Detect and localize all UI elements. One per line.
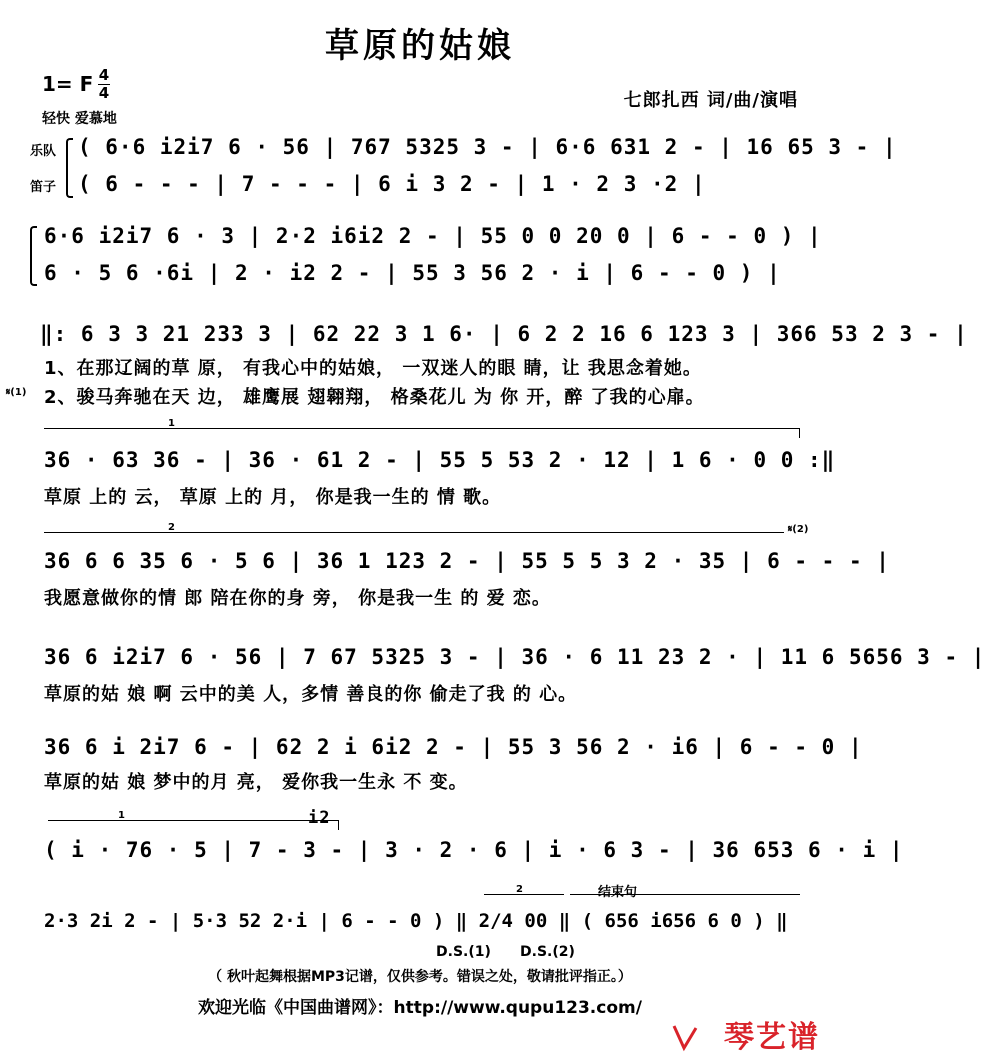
flute-label: 笛子 xyxy=(30,180,57,195)
chorus-lyric-2: 我愿意做你的情 郎 陪在你的身 旁， 你是我一生 的 爱 恋。 xyxy=(44,588,551,609)
band-label: 乐队 xyxy=(30,144,57,159)
volta-number: 1 xyxy=(168,418,175,429)
volta-bracket xyxy=(484,894,564,895)
chorus-line-2: 36 6 6 35 6 · 5 6 | 36 1 123 2 - | 55 5 5 3 2 · 35 | 6 - - - | xyxy=(44,549,890,573)
chorus-lyric-1: 草原 上的 云， 草原 上的 月， 你是我一生的 情 歌。 xyxy=(44,487,502,508)
volta-number: 2 xyxy=(516,884,523,895)
intro-band-line-2: 6·6 i2i7 6 · 3 | 2·2 i6i2 2 - | 55 0 0 20 0 | 6 - - 0 ) | xyxy=(44,224,822,248)
site-link[interactable]: 欢迎光临《中国曲谱网》：http://www.qupu123.com/ xyxy=(198,998,642,1018)
segno-1-mark: 𝄋(1) xyxy=(6,387,27,398)
volta-end xyxy=(338,820,339,830)
intro-flute-line-1: ( 6 - - - | 7 - - - | 6 i 3 2 - | 1 · 2 3 ·2 | xyxy=(78,172,706,196)
volta-bracket xyxy=(48,820,338,821)
chorus-lyric-4: 草原的姑 娘 梦中的月 亮， 爱你我一生永 不 变。 xyxy=(44,772,468,793)
segno-2-mark: 𝄋(2) xyxy=(788,524,809,535)
chorus-line-4: 36 6 i 2i7 6 - | 62 2 i 6i2 2 - | 55 3 56 2 · i6 | 6 - - 0 | xyxy=(44,735,863,759)
verse-lyric-2: 2、骏马奔驰在天 边， 雄鹰展 翅翱翔， 格桑花儿 为 你 开，醉 了我的心扉。 xyxy=(44,387,705,408)
intro-flute-line-2: 6 · 5 6 ·6i | 2 · i2 2 - | 55 3 56 2 · i | 6 - - 0 ) | xyxy=(44,261,781,285)
volta-end xyxy=(799,428,800,438)
brand-logo: 琴艺谱 xyxy=(724,1020,820,1055)
tempo-marking: 轻快 爱慕地 xyxy=(42,111,117,127)
time-signature xyxy=(98,68,110,101)
chorus-lyric-3: 草原的姑 娘 啊 云中的美 人，多情 善良的你 偷走了我 的 心。 xyxy=(44,684,578,705)
intro-band-line-1: ( 6·6 i2i7 6 · 56 | 767 5325 3 - | 6·6 631 2 - | 16 65 3 - | xyxy=(78,135,897,159)
key-signature: 1= F xyxy=(42,72,94,96)
ending-label: 结束句 xyxy=(598,885,638,900)
system-brace xyxy=(30,226,37,286)
volta-number: 2 xyxy=(168,522,175,533)
transcription-note: （ 秋叶起舞根据MP3记谱，仅供参考。错误之处，敬请批评指正。） xyxy=(208,969,632,985)
volta-bracket xyxy=(44,428,799,429)
volta-bracket xyxy=(44,532,784,533)
credit-line: 七郎扎西 词/曲/演唱 xyxy=(623,90,798,111)
verse-melody-line: ‖: 6 3 3 21 233 3 | 62 22 3 1 6· | 6 2 2 16 6 123 3 | 366 53 2 3 - | xyxy=(40,322,968,346)
verse-lyric-1: 1、在那辽阔的草 原， 有我心中的姑娘， 一双迷人的眼 睛，让 我思念着她。 xyxy=(44,358,702,379)
interlude-line-1: ( i · 76 · 5 | 7 - 3 - | 3 · 2 · 6 | i · 6 3 - | 36 653 6 · i | xyxy=(44,838,904,862)
time-bottom: 4 xyxy=(98,84,110,102)
system-brace xyxy=(66,138,73,198)
chorus-line-3: 36 6 i2i7 6 · 56 | 7 67 5325 3 - | 36 · 6 11 23 2 · | 11 6 5656 3 - | xyxy=(44,645,985,669)
time-top: 4 xyxy=(98,66,110,84)
page-title: 草原的姑娘 xyxy=(325,26,515,66)
ending-line: 2·3 2i 2 - | 5·3 52 2·i | 6 - - 0 ) ‖ 2/4 00 ‖ ( 656 i656 6 0 ) ‖ xyxy=(44,910,788,932)
piano-logo-icon xyxy=(670,1022,700,1052)
volta-number: 1 xyxy=(118,810,125,821)
ds-2-marking: D.S.(2) xyxy=(520,944,575,960)
interlude-upper-notes: i2 xyxy=(308,808,331,828)
ds-1-marking: D.S.(1) xyxy=(436,944,491,960)
chorus-line-1: 36 · 63 36 - | 36 · 61 2 - | 55 5 53 2 · 12 | 1 6 · 0 0 :‖ xyxy=(44,448,836,472)
